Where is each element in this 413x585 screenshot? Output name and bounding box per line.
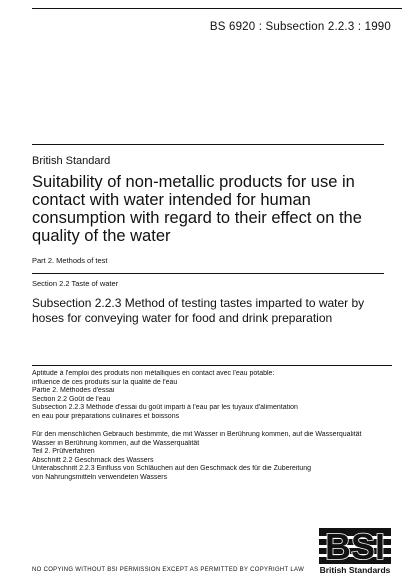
standard-reference: BS 6920 : Subsection 2.2.3 : 1990 [209, 21, 391, 33]
french-line: Section 2.2 Goût de l'eau [32, 395, 111, 403]
copyright-notice: NO COPYING WITHOUT BSI PERMISSION EXCEPT AS PERMITTED BY COPYRIGHT LAW [32, 567, 305, 573]
german-line: Unterabschnitt 2.2.3 Einfluss von Schläuchen auf den Geschmack des für die Zubereitung [32, 465, 311, 473]
document-title: Suitability of non-metallic products for use in contact with water intended for human consumption with regard to their effect on the quality of the water [32, 173, 362, 245]
translation-rule [32, 365, 392, 366]
german-title-block [32, 431, 402, 483]
french-line: Subsection 2.2.3 Méthode d'essai du goût imparti à l'eau par les tuyaux d'alimentation [32, 404, 298, 412]
french-line: Aptitude à l'emploi des produits non métalliques en contact avec l'eau potable: [32, 370, 275, 377]
french-line: Partie 2. Méthodes d'essai [32, 387, 115, 395]
german-line: Teil 2. Prüfverfahren [32, 448, 95, 456]
bsi-logo-mark [319, 528, 391, 564]
french-line: influence de ces produits sur la qualité de l'eau [32, 378, 178, 386]
series-label: British Standard [32, 155, 111, 167]
subsection-title: Subsection 2.2.3 Method of testing tastes imparted to water by hoses for conveying water for food and drink preparation [32, 296, 365, 325]
french-title-block [32, 370, 402, 422]
german-line: Für den menschlichen Gebrauch bestimmte, die mit Wasser in Berührung kommen, auf die Wasserqualität [32, 431, 362, 438]
bsi-logo-subtitle: British Standards [319, 565, 391, 575]
french-line: en eau pour préparations culinaires et boissons [32, 412, 180, 420]
german-line: Wasser in Berührung kommen, auf die Wasserqualität [32, 439, 200, 447]
series-rule [32, 144, 384, 145]
german-line: von Nahrungsmitteln verwendeten Wassers [32, 473, 168, 481]
german-line: Abschnitt 2.2 Geschmack des Wassers [32, 456, 154, 464]
part-label: Part 2. Methods of test [32, 256, 108, 265]
bsi-logo-lettering: BSI [324, 528, 386, 564]
top-rule [32, 8, 402, 9]
section-rule [32, 273, 384, 274]
section-label: Section 2.2 Taste of water [32, 279, 119, 288]
bsi-logo [319, 528, 391, 575]
